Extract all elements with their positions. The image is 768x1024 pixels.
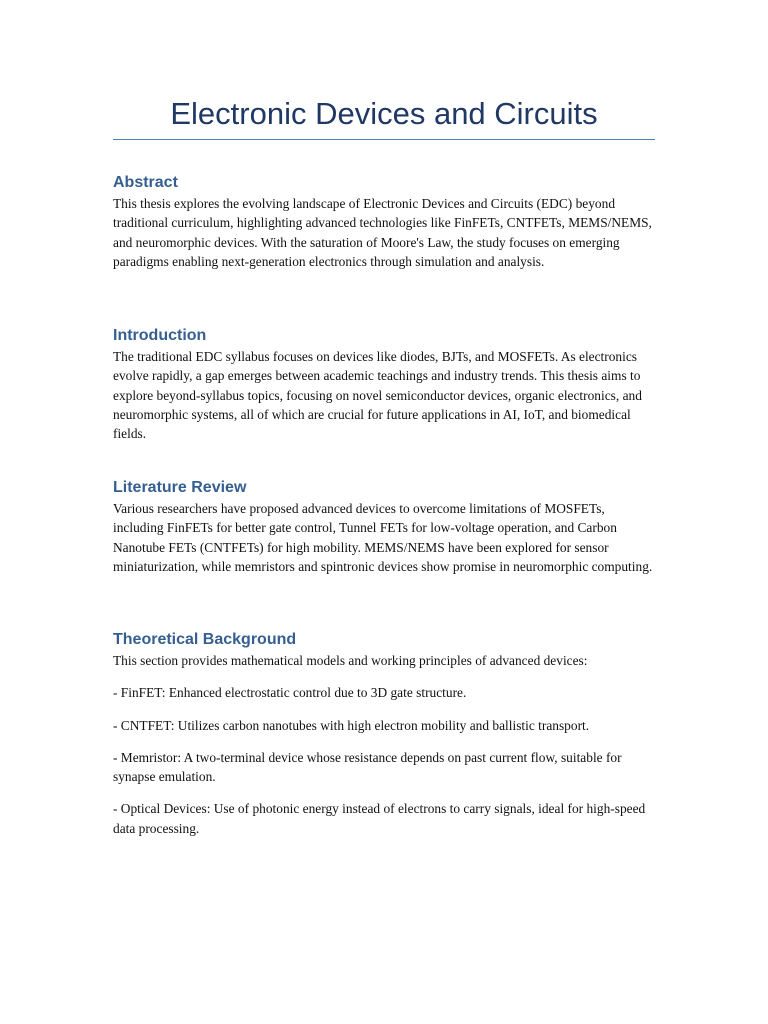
list-item-memristor: - Memristor: A two-terminal device whose resistance depends on past current flow, suitable for synapse emulation. (113, 749, 622, 785)
section-body: Various researchers have proposed advanced devices to overcome limitations of MOSFETs, including FinFETs for better gate control, Tunnel FETs for low-voltage operation, and Carbon Nanotube FETs (CNTFETs) for high mobility. MEMS/NEMS have been explored for sensor miniaturization, while memristors and spintronic devices show promise in neuromorphic computing. (113, 501, 653, 574)
section-intro: This section provides mathematical models and working principles of advanced devices: (113, 653, 588, 668)
section-introduction (113, 325, 655, 443)
section-theoretical-background (113, 629, 655, 838)
section-heading: Introduction (113, 327, 207, 344)
list-item-finfet: - FinFET: Enhanced electrostatic control due to 3D gate structure. (113, 685, 467, 701)
section-literature-review (113, 477, 655, 576)
section-heading: Literature Review (113, 479, 247, 496)
section-body: This thesis explores the evolving landscape of Electronic Devices and Circuits (EDC) beyond traditional curriculum, highlighting advanced technologies like FinFETs, CNTFETs, MEMS/NEMS, and neuromorphic devices. With the saturation of Moore's Law, the study focuses on emerging paradigms enabling next-generation electronics through simulation and analysis. (113, 196, 652, 269)
title-underline (113, 139, 655, 140)
list-item-cntfet: - CNTFET: Utilizes carbon nanotubes with high electron mobility and ballistic transport. (113, 717, 590, 733)
list-item-optical-devices: - Optical Devices: Use of photonic energy instead of electrons to carry signals, ideal for high-speed data processing. (113, 801, 646, 836)
section-abstract (113, 172, 655, 271)
section-heading: Abstract (113, 174, 178, 191)
document-title: Electronic Devices and Circuits (170, 96, 598, 131)
section-body: The traditional EDC syllabus focuses on devices like diodes, BJTs, and MOSFETs. As electronics evolve rapidly, a gap emerges between academic teachings and industry trends. This thesis aims to explore beyond-syllabus topics, focusing on novel semiconductor devices, organic electronics, and neuromorphic systems, all of which are crucial for future applications in AI, IoT, and biomedical fields. (113, 349, 642, 442)
section-heading: Theoretical Background (113, 631, 297, 648)
